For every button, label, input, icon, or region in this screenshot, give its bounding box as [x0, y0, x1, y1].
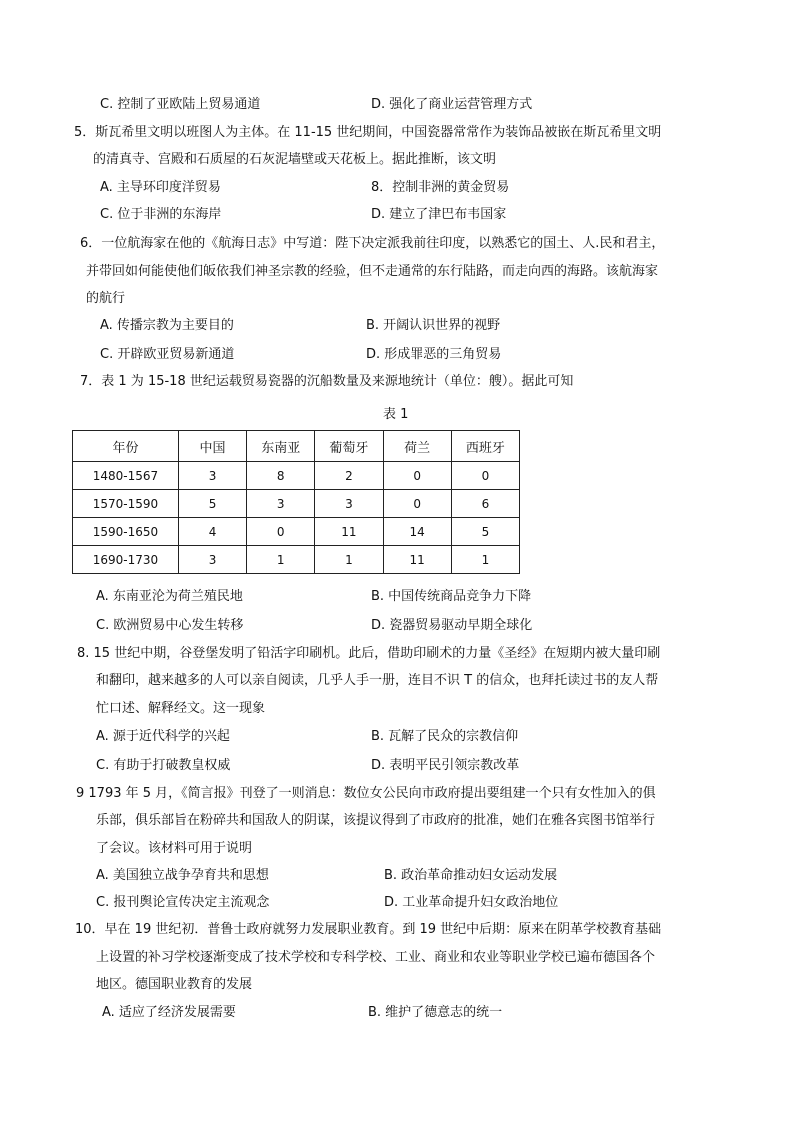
table-cell: 1	[247, 546, 315, 574]
table-cell: 6	[451, 490, 519, 518]
q6-option-c: C. 开辟欧亚贸易新通道	[100, 347, 235, 362]
header-cell: 西班牙	[451, 431, 519, 462]
table-cell: 1	[451, 546, 519, 574]
q9-option-b: B. 政治革命推动妇女运动发展	[384, 868, 558, 883]
q5-stem-line-2: 的清真寺、宫殿和石质屋的石灰泥墙壁或天花板上。据此推断，该文明	[93, 152, 497, 167]
q10-option-b: B. 维护了德意志的统一	[368, 1005, 503, 1020]
table-cell: 1590-1650	[73, 518, 179, 546]
q7-stem-line-1: 7．表 1 为 15-18 世纪运载贸易瓷器的沉船数量及来源地统计（单位：艘）。据此可知	[80, 374, 574, 389]
q5-option-b: 8．控制非洲的黄金贸易	[371, 180, 510, 195]
table-row	[73, 546, 520, 574]
table-cell: 8	[247, 462, 315, 490]
table-cell: 1570-1590	[73, 490, 179, 518]
table-header-row	[73, 431, 520, 462]
q6-stem-line-2: 并带回如何能使他们皈依我们神圣宗教的经验，但不走通常的东行陆路，而走向西的海路。该航海家	[86, 264, 659, 279]
q4-option-c: C. 控制了亚欧陆上贸易通道	[100, 97, 261, 112]
table-cell: 1	[315, 546, 383, 574]
q6-option-a: A. 传播宗教为主要目的	[100, 318, 234, 333]
header-cell: 葡萄牙	[315, 431, 383, 462]
table-cell: 0	[383, 462, 451, 490]
table-cell: 4	[178, 518, 246, 546]
q7-option-a: A. 东南亚沦为荷兰殖民地	[96, 589, 243, 604]
q9-stem-line-2: 乐部，俱乐部旨在粉碎共和国敌人的阴谋，该提议得到了市政府的批准，她们在雅各宾图书馆举行	[96, 813, 656, 828]
q8-option-d: D. 表明平民引领宗教改革	[371, 758, 520, 773]
q7-option-b: B. 中国传统商品竞争力下降	[371, 589, 532, 604]
table-cell: 14	[383, 518, 451, 546]
table-cell: 1480-1567	[73, 462, 179, 490]
q8-option-b: B. 瓦解了民众的宗教信仰	[371, 729, 519, 744]
q9-option-d: D. 工业革命提升妇女政治地位	[384, 895, 559, 910]
header-cell: 中国	[178, 431, 246, 462]
table-cell: 0	[451, 462, 519, 490]
q9-stem-line-1: 9 1793 年 5 月，《简言报》刊登了一则消息：数位女公民向市政府提出要组建一个只有女性加入的俱	[76, 786, 656, 801]
table-cell: 2	[315, 462, 383, 490]
q10-stem-line-1: 10．早在 19 世纪初．普鲁士政府就努力发展职业教育。到 19 世纪中后期：原来在阴革学校教育基础	[75, 922, 662, 937]
q9-option-a: A. 美国独立战争孕育共和思想	[96, 868, 269, 883]
table-cell: 5	[451, 518, 519, 546]
q9-option-c: C. 报刊舆论宣传决定主流观念	[96, 895, 270, 910]
table-cell: 3	[247, 490, 315, 518]
q6-option-d: D. 形成罪恶的三角贸易	[366, 347, 502, 362]
q10-option-a: A. 适应了经济发展需要	[102, 1005, 236, 1020]
q5-stem-line-1: 5．斯瓦希里文明以班图人为主体。在 11-15 世纪期间，中国瓷器常常作为装饰品被嵌在斯瓦希里文明	[74, 125, 662, 140]
q6-stem-line-3: 的航行	[86, 291, 126, 306]
table-row	[73, 490, 520, 518]
table-cell: 0	[247, 518, 315, 546]
table-row	[73, 518, 520, 546]
table-cell: 1690-1730	[73, 546, 179, 574]
q8-stem-line-3: 忙口述、解释经文。这一现象	[96, 701, 266, 716]
q10-stem-line-2: 上设置的补习学校逐渐变成了技术学校和专科学校、工业、商业和农业等职业学校已遍布德国各个	[96, 950, 656, 965]
q5-option-c: C. 位于非洲的东海岸	[100, 207, 222, 222]
table-row	[73, 462, 520, 490]
table-cell: 0	[383, 490, 451, 518]
q7-option-d: D. 瓷器贸易驱动早期全球化	[371, 618, 533, 633]
q4-option-d: D. 强化了商业运营管理方式	[371, 97, 533, 112]
shipwreck-table	[72, 430, 520, 574]
table-cell: 5	[178, 490, 246, 518]
q6-stem-line-1: 6．一位航海家在他的《航海日志》中写道：陛下决定派我前往印度，以熟悉它的国土、人.民和君主，	[80, 236, 665, 251]
q8-option-a: A. 源于近代科学的兴起	[96, 729, 230, 744]
table-caption: 表 1	[383, 407, 409, 422]
table-cell: 3	[178, 462, 246, 490]
q10-stem-line-3: 地区。德国职业教育的发展	[96, 977, 253, 992]
table-cell: 11	[383, 546, 451, 574]
q5-option-d: D. 建立了津巴布韦国家	[371, 207, 507, 222]
q5-option-a: A. 主导环印度洋贸易	[100, 180, 221, 195]
table-cell: 11	[315, 518, 383, 546]
table-cell: 3	[178, 546, 246, 574]
header-cell: 荷兰	[383, 431, 451, 462]
q6-option-b: B. 开阔认识世界的视野	[366, 318, 501, 333]
q9-stem-line-3: 了会议。该材料可用于说明	[96, 841, 253, 856]
q7-option-c: C. 欧洲贸易中心发生转移	[96, 618, 244, 633]
q8-option-c: C. 有助于打破教皇权威	[96, 758, 231, 773]
q8-stem-line-1: 8. 15 世纪中期，谷登堡发明了铅活字印刷机。此后，借助印刷术的力量《圣经》在短期内被大量印刷	[77, 646, 661, 661]
q8-stem-line-2: 和翻印，越来越多的人可以亲自阅读，几乎人手一册，连目不识 T 的信众，也拜托读过书的友人帮	[96, 673, 659, 688]
header-cell: 东南亚	[247, 431, 315, 462]
table-cell: 3	[315, 490, 383, 518]
header-cell: 年份	[73, 431, 179, 462]
